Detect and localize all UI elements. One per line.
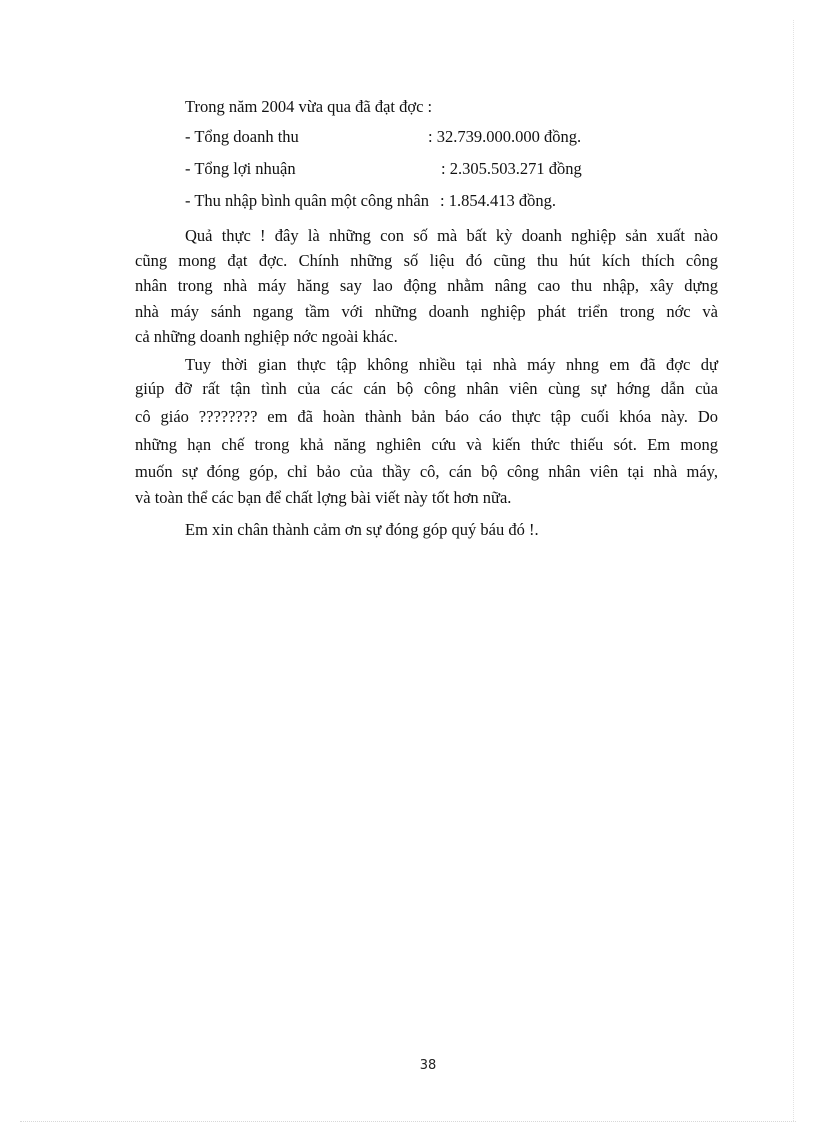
stat-value-profit: : 2.305.503.271 đồng [441,159,582,178]
intro-line: Trong năm 2004 vừa qua đã đạt đợc : [185,97,433,116]
page-number: 38 [419,1058,437,1073]
stat-label-income: - Thu nhập bình quân một công nhân [185,191,429,210]
stat-label-profit: - Tổng lợi nhuận [185,159,296,178]
paragraph2-line-3: cô giáo ???????? em đã hoàn thành bản báo cáo thực tập cuối khóa này. Do [135,407,718,426]
paragraph2-line-5: muốn sự đóng góp, chỉ bảo của thầy cô, cán bộ công nhân viên tại nhà máy, [135,462,718,481]
paragraph2-line-1: Tuy thời gian thực tập không nhiều tại nhà máy nhng em đã đợc dự [185,355,718,374]
stat-label-revenue: - Tổng doanh thu [185,127,299,146]
closing-line: Em xin chân thành cảm ơn sự đóng góp quý báu đó !. [185,520,539,539]
paragraph1-line-3: nhân trong nhà máy hăng say lao động nhằm nâng cao thu nhập, xây dựng [135,276,718,295]
paragraph1-line-4: nhà máy sánh ngang tầm với những doanh nghiệp phát triển trong nớc và [135,302,718,321]
page-edge-right [793,20,794,1121]
paragraph2-line-6: và toàn thể các bạn để chất lợng bài viết này tốt hơn nữa. [135,488,512,507]
paragraph2-line-2: giúp đỡ rất tận tình của các cán bộ công nhân viên cùng sự hớng dẫn của [135,379,718,398]
stat-value-revenue: : 32.739.000.000 đồng. [428,127,582,146]
page-edge-bottom [20,1121,796,1122]
paragraph2-line-4: những hạn chế trong khả năng nghiên cứu và kiến thức thiếu sót. Em mong [135,435,718,454]
paragraph1-line-1: Quả thực ! đây là những con số mà bất kỳ doanh nghiệp sản xuất nào [185,226,718,245]
stat-value-income: : 1.854.413 đồng. [440,191,556,210]
paragraph1-line-2: cũng mong đạt đợc. Chính những số liệu đó cũng thu hút kích thích công [135,251,718,270]
paragraph1-line-5: cả những doanh nghiệp nớc ngoài khác. [135,327,398,346]
